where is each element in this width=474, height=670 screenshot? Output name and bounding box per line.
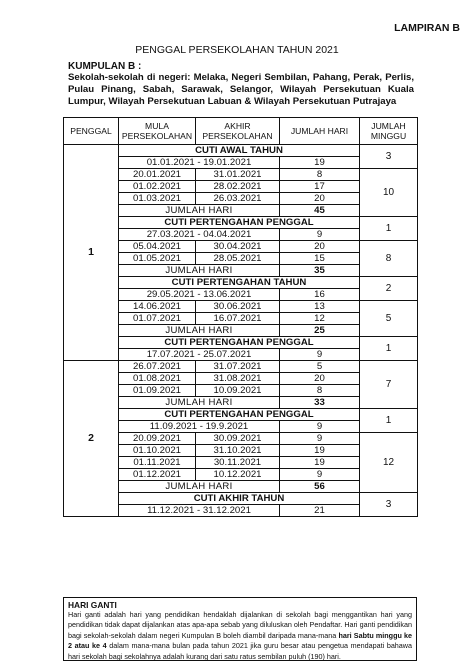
- total-days: 56: [280, 481, 360, 493]
- days-cell: 9: [280, 349, 360, 361]
- end-date: 31.07.2021: [196, 361, 280, 373]
- end-date: 28.05.2021: [196, 253, 280, 265]
- hari-ganti-paragraph: [68, 610, 412, 662]
- days-cell: 16: [280, 289, 360, 301]
- start-date: 20.09.2021: [119, 433, 196, 445]
- table-header-row: [64, 118, 418, 145]
- header-jumlah-hari: JUMLAH HARI: [280, 118, 360, 145]
- total-days: 35: [280, 265, 360, 277]
- start-date: 01.08.2021: [119, 373, 196, 385]
- start-date: 20.01.2021: [119, 169, 196, 181]
- holiday-range: 11.09.2021 - 19.9.2021: [119, 421, 280, 433]
- days-cell: 15: [280, 253, 360, 265]
- total-label: JUMLAH HARI: [119, 265, 280, 277]
- weeks-cell: 3: [360, 493, 418, 517]
- weeks-cell: 10: [360, 169, 418, 217]
- days-cell: 21: [280, 505, 360, 517]
- days-cell: 9: [280, 469, 360, 481]
- weeks-cell: 1: [360, 337, 418, 361]
- days-cell: 5: [280, 361, 360, 373]
- days-cell: 13: [280, 301, 360, 313]
- weeks-cell: 8: [360, 241, 418, 277]
- page-title: PENGGAL PERSEKOLAHAN TAHUN 2021: [135, 44, 339, 56]
- days-cell: 12: [280, 313, 360, 325]
- end-date: 10.09.2021: [196, 385, 280, 397]
- holiday-name: CUTI AWAL TAHUN: [119, 145, 360, 157]
- days-cell: 17: [280, 181, 360, 193]
- start-date: 01.03.2021: [119, 193, 196, 205]
- holiday-name: CUTI PERTENGAHAN PENGGAL: [119, 409, 360, 421]
- penggal-2-label: 2: [64, 361, 119, 517]
- hari-ganti-title: HARI GANTI: [68, 600, 117, 610]
- end-date: 26.03.2021: [196, 193, 280, 205]
- start-date: 01.05.2021: [119, 253, 196, 265]
- start-date: 01.07.2021: [119, 313, 196, 325]
- header-akhir: AKHIR PERSEKOLAHAN: [196, 118, 280, 145]
- total-label: JUMLAH HARI: [119, 481, 280, 493]
- holiday-range: 17.07.2021 - 25.07.2021: [119, 349, 280, 361]
- start-date: 26.07.2021: [119, 361, 196, 373]
- hari-ganti-text-end: dalam mana-mana bulan pada tahun 2021 jika guru besar atau pengetua mendapati bahawa hari sekolah bagi sekolahnya adalah kurang dari satu ratus sembilan puluh (190) hari.: [68, 641, 412, 661]
- header-mula: MULA PERSEKOLAHAN: [119, 118, 196, 145]
- end-date: 30.11.2021: [196, 457, 280, 469]
- weeks-cell: 12: [360, 433, 418, 493]
- weeks-cell: 5: [360, 301, 418, 337]
- weeks-cell: 3: [360, 145, 418, 169]
- days-cell: 20: [280, 193, 360, 205]
- start-date: 01.11.2021: [119, 457, 196, 469]
- holiday-range: 01.01.2021 - 19.01.2021: [119, 157, 280, 169]
- days-cell: 19: [280, 457, 360, 469]
- hari-ganti-bold-text: hari Sabtu minggu ke 2 atau ke 4: [68, 630, 412, 651]
- days-cell: 20: [280, 241, 360, 253]
- end-date: 30.06.2021: [196, 301, 280, 313]
- start-date: 01.12.2021: [119, 469, 196, 481]
- start-date: 01.09.2021: [119, 385, 196, 397]
- header-jumlah-minggu: JUMLAH MINGGU: [360, 118, 418, 145]
- days-cell: 20: [280, 373, 360, 385]
- weeks-cell: 1: [360, 217, 418, 241]
- days-cell: 8: [280, 385, 360, 397]
- penggal-1-label: 1: [64, 145, 119, 361]
- days-cell: 8: [280, 169, 360, 181]
- end-date: 28.02.2021: [196, 181, 280, 193]
- weeks-cell: 7: [360, 361, 418, 409]
- holiday-name: CUTI PERTENGAHAN PENGGAL: [119, 217, 360, 229]
- end-date: 31.08.2021: [196, 373, 280, 385]
- school-term-table: [63, 117, 418, 517]
- days-cell: 9: [280, 433, 360, 445]
- holiday-name: CUTI PERTENGAHAN PENGGAL: [119, 337, 360, 349]
- hari-ganti-text: Hari ganti adalah hari yang pendidikan hendaklah dijalankan di sekolah bagi menggantikan hari yang pendidikan tidak dapat dijalankan atas apa-apa sebab yang diluluskan oleh Pendaftar. Hari ganti pendidikan bagi sekolah-sekolah dalam negeri Kumpulan B boleh diambil daripada mana-mana: [68, 610, 412, 640]
- end-date: 10.12.2021: [196, 469, 280, 481]
- total-label: JUMLAH HARI: [119, 205, 280, 217]
- table-row: [64, 361, 418, 373]
- hari-ganti-box: [63, 597, 417, 661]
- total-days: 25: [280, 325, 360, 337]
- total-days: 33: [280, 397, 360, 409]
- end-date: 30.04.2021: [196, 241, 280, 253]
- holiday-name: CUTI PERTENGAHAN TAHUN: [119, 277, 360, 289]
- total-label: JUMLAH HARI: [119, 397, 280, 409]
- start-date: 01.02.2021: [119, 181, 196, 193]
- start-date: 01.10.2021: [119, 445, 196, 457]
- start-date: 05.04.2021: [119, 241, 196, 253]
- weeks-cell: 1: [360, 409, 418, 433]
- kumpulan-label: KUMPULAN B :: [68, 61, 142, 72]
- end-date: 16.07.2021: [196, 313, 280, 325]
- states-description: Sekolah-sekolah di negeri: Melaka, Negeri Sembilan, Pahang, Perak, Perlis, Pulau Pinang, Sabah, Sarawak, Selangor, Wilayah Persekutuan Kuala Lumpur, Wilayah Persekutuan Labuan & Wilayah Persekutuan Putrajaya: [68, 72, 414, 108]
- days-cell: 9: [280, 229, 360, 241]
- holiday-range: 29.05.2021 - 13.06.2021: [119, 289, 280, 301]
- days-cell: 19: [280, 157, 360, 169]
- end-date: 31.01.2021: [196, 169, 280, 181]
- days-cell: 9: [280, 421, 360, 433]
- holiday-range: 27.03.2021 - 04.04.2021: [119, 229, 280, 241]
- header-penggal: PENGGAL: [64, 118, 119, 145]
- table-row: [64, 145, 418, 157]
- total-days: 45: [280, 205, 360, 217]
- total-label: JUMLAH HARI: [119, 325, 280, 337]
- lampiran-label: LAMPIRAN B: [394, 22, 460, 34]
- end-date: 31.10.2021: [196, 445, 280, 457]
- days-cell: 19: [280, 445, 360, 457]
- end-date: 30.09.2021: [196, 433, 280, 445]
- weeks-cell: 2: [360, 277, 418, 301]
- start-date: 14.06.2021: [119, 301, 196, 313]
- hari-ganti-body: [68, 610, 412, 662]
- holiday-range: 11.12.2021 - 31.12.2021: [119, 505, 280, 517]
- holiday-name: CUTI AKHIR TAHUN: [119, 493, 360, 505]
